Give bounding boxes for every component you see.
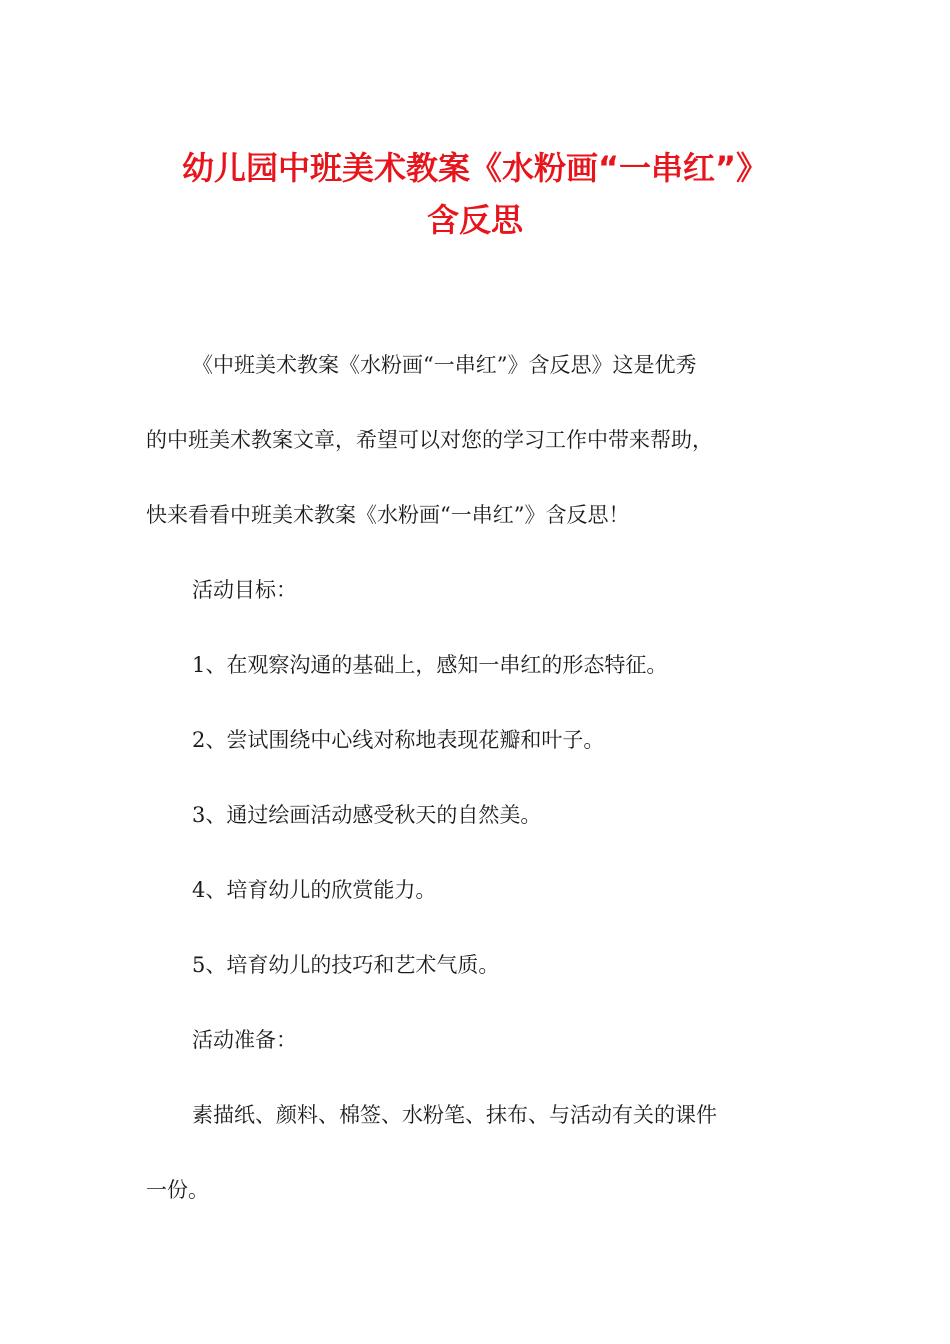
goal-item-2: 2、尝试围绕中心线对称地表现花瓣和叶子。 (192, 728, 605, 752)
title-line-1: 幼儿园中班美术教案《水粉画“一串红”》 (181, 149, 769, 187)
goals-heading: 活动目标： (192, 578, 297, 602)
document-title (0, 142, 950, 246)
intro-paragraph (146, 328, 806, 553)
preparation-paragraph (146, 1078, 806, 1228)
preparation-heading: 活动准备： (192, 1028, 297, 1052)
goal-item-3: 3、通过绘画活动感受秋天的自然美。 (192, 803, 542, 827)
preparation-line-2: 一份。 (146, 1178, 209, 1202)
document-body (146, 328, 806, 1228)
preparation-line-1: 素描纸、颜料、棉签、水粉笔、抹布、与活动有关的课件 (192, 1103, 717, 1127)
goal-item-1: 1、在观察沟通的基础上，感知一串红的形态特征。 (192, 653, 668, 677)
intro-line-3: 快来看看中班美术教案《水粉画“一串红”》含反思！ (146, 503, 630, 527)
intro-line-2: 的中班美术教案文章，希望可以对您的学习工作中带来帮助， (146, 428, 713, 452)
goal-item-4: 4、培育幼儿的欣赏能力。 (192, 878, 437, 902)
title-line-2: 含反思 (426, 201, 523, 239)
goal-item-5: 5、培育幼儿的技巧和艺术气质。 (192, 953, 500, 977)
intro-line-1: 《中班美术教案《水粉画“一串红”》含反思》这是优秀 (192, 353, 697, 377)
